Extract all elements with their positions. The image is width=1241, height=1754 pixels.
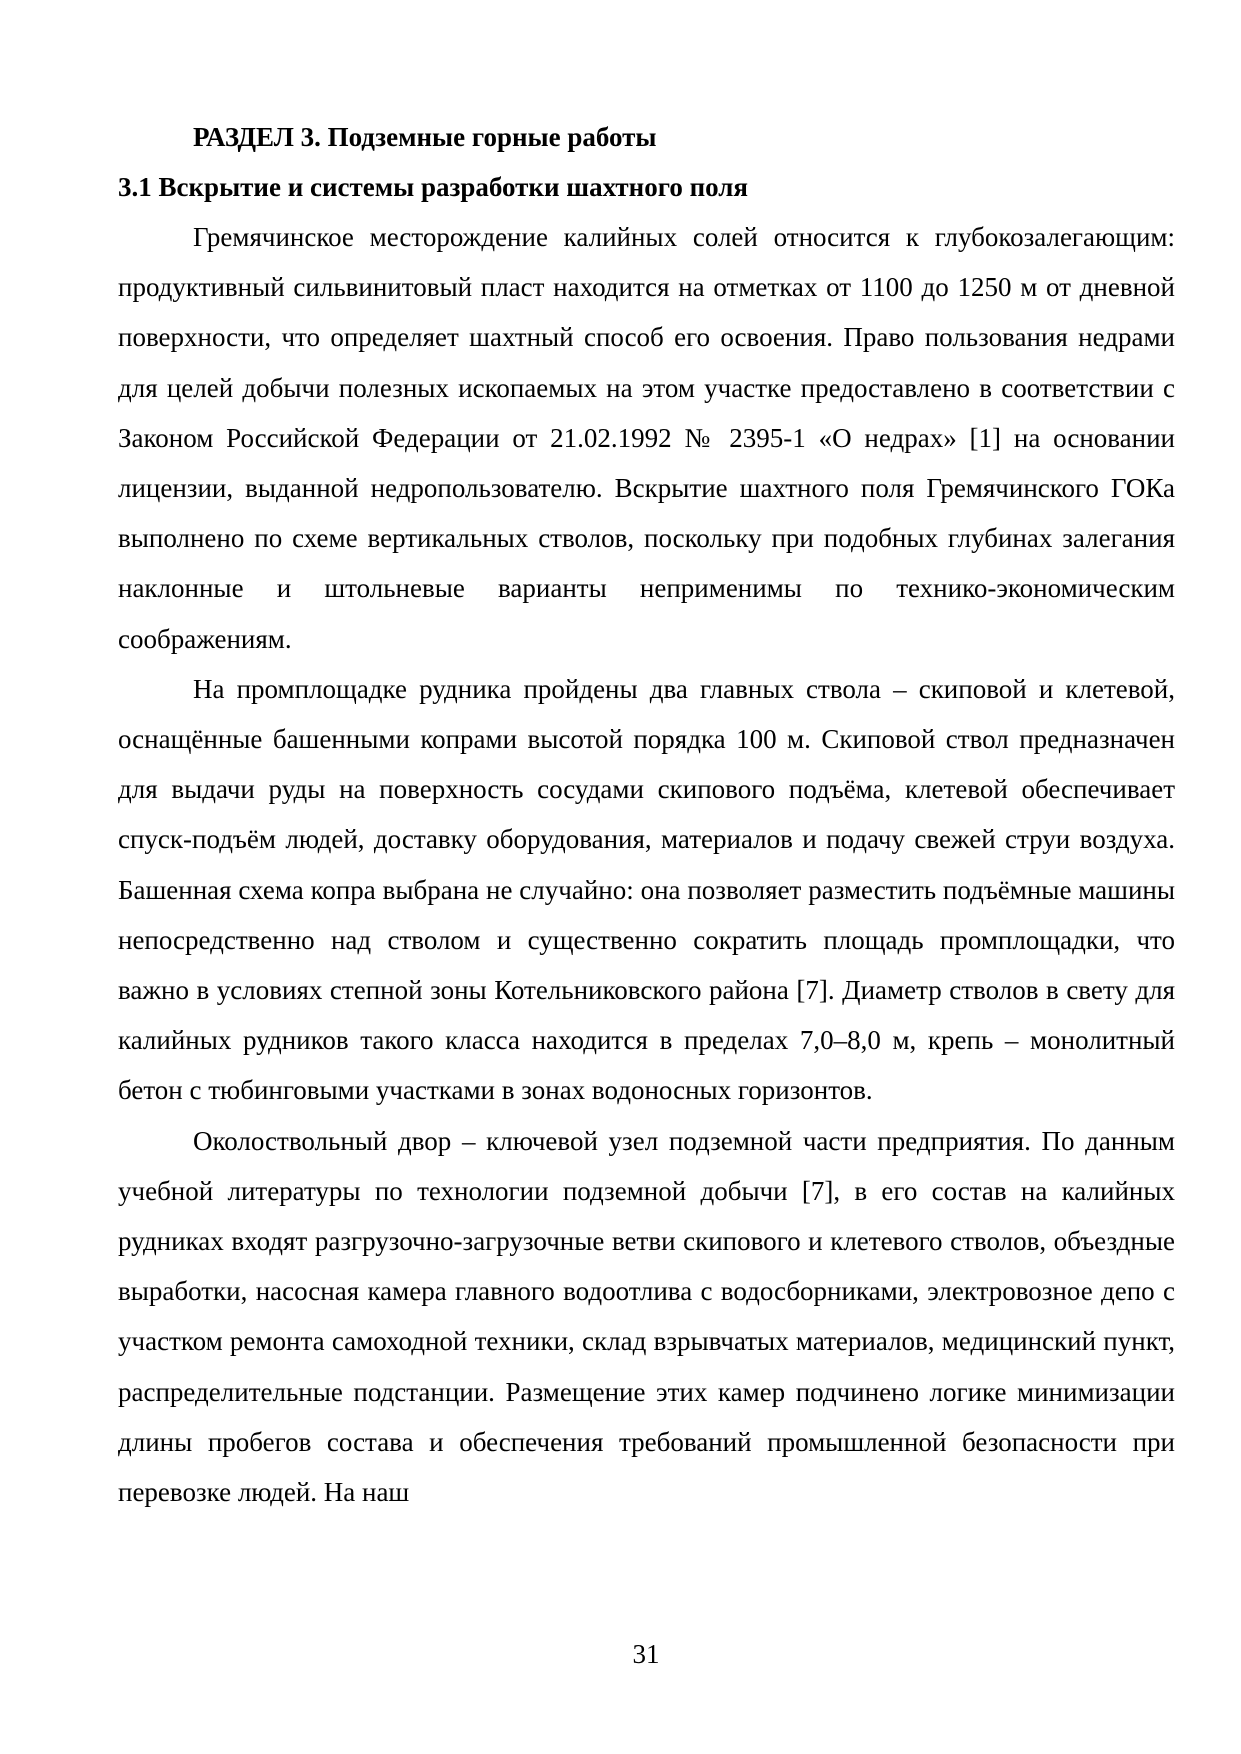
section-title: РАЗДЕЛ 3. Подземные горные работы (193, 122, 657, 152)
page-number: 31 (632, 1639, 660, 1669)
paragraph-1: Гремячинское месторождение калийных солей относится к глубокозалегающим: продуктивный сильвинитовый пласт находится на отметках от 1100 до 1250 м от дневной поверхности, что определяет шахтный способ его освоения. Право пользования недрами для целей добычи полезных ископаемых на этом участке предоставлено в соответствии с Законом Российской Федерации от 21.02.1992 № 2395-1 «О недрах» [1] на основании лицензии, выданной недропользователю. Вскрытие шахтного поля Гремячинского ГОКа выполнено по схеме вертикальных стволов, поскольку при подобных глубинах залегания наклонные и штольневые варианты неприменимы по технико-экономическим соображениям. (118, 222, 1175, 654)
paragraph-2: На промплощадке рудника пройдены два главных ствола – скиповой и клетевой, оснащённые башенными копрами высотой порядка 100 м. Скиповой ствол предназначен для выдачи руды на поверхность сосудами скипового подъёма, клетевой обеспечивает спуск-подъём людей, доставку оборудования, материалов и подачу свежей струи воздуха. Башенная схема копра выбрана не случайно: она позволяет разместить подъёмные машины непосредственно над стволом и существенно сократить площадь промплощадки, что важно в условиях степной зоны Котельниковского района [7]. Диаметр стволов в свету для калийных рудников такого класса находится в пределах 7,0–8,0 м, крепь – монолитный бетон с тюбинговыми участками в зонах водоносных горизонтов. (118, 673, 1175, 1106)
paragraph-3: Околоствольный двор – ключевой узел подземной части предприятия. По данным учебной литературы по технологии подземной добычи [7], в его состав на калийных рудниках входят разгрузочно-загрузочные ветви скипового и клетевого стволов, объездные выработки, насосная камера главного водоотлива с водосборниками, электровозное депо с участком ремонта самоходной техники, склад взрывчатых материалов, медицинский пункт, распределительные подстанции. Размещение этих камер подчинено логике минимизации длины пробегов состава и обеспечения требований промышленной безопасности при перевозке людей. На наш (118, 1125, 1175, 1508)
page-content (118, 112, 1175, 1517)
subsection-title: 3.1 Вскрытие и системы разработки шахтного поля (118, 172, 749, 202)
